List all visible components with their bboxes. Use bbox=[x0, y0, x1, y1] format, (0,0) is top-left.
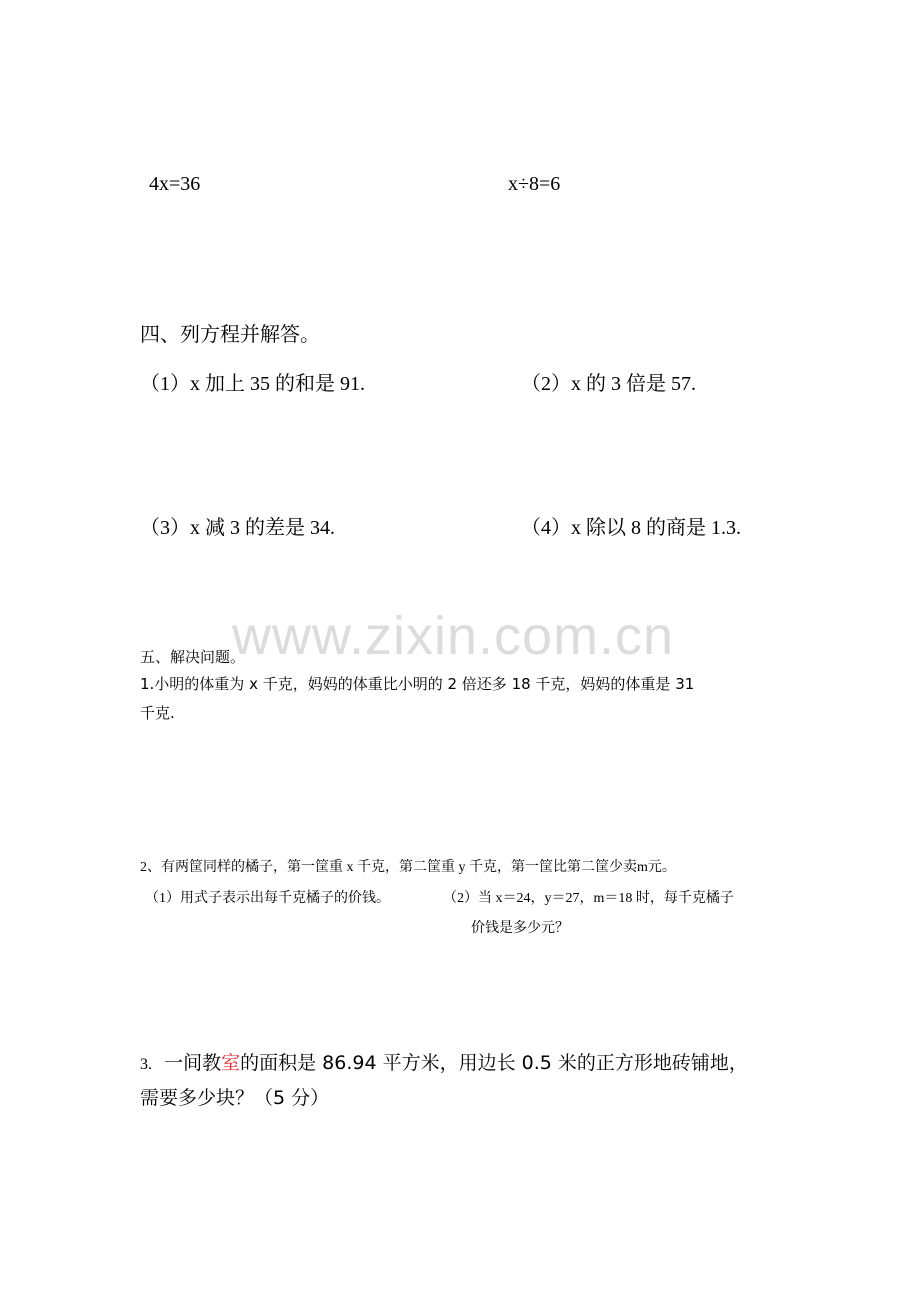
watermark: www.zixin.com.cn bbox=[232, 606, 675, 666]
equation-4x: 4x=36 bbox=[149, 173, 201, 195]
problem2-line1: 2、有两筐同样的橘子，第一筐重 x 千克，第二筐重 y 千克，第一筐比第二筐少卖m元。 bbox=[140, 860, 676, 875]
problem3-line2: 需要多少块？（5 分） bbox=[140, 1087, 330, 1109]
section4-title: 四、列方程并解答。 bbox=[140, 324, 320, 346]
problem3-line1 bbox=[140, 1048, 748, 1075]
problem3-text-end: 的面积是 86.94 平方米，用边长 0.5 米的正方形地砖铺地， bbox=[240, 1052, 748, 1074]
problem3-number: 3. bbox=[140, 1056, 152, 1073]
equation-x-div-8: x÷8=6 bbox=[508, 173, 561, 195]
problem3-highlight: 室 bbox=[221, 1052, 241, 1074]
section5-title: 五、解决问题。 bbox=[140, 650, 246, 666]
problem2-sub2-line1: （2）当 x＝24，y＝27，m＝18 时，每千克橘子 bbox=[443, 891, 734, 906]
problem2-sub2-line2: 价钱是多少元？ bbox=[471, 921, 569, 936]
section4-question-4: （4）x 除以 8 的商是 1.3. bbox=[521, 517, 741, 539]
problem2-sub1: （1）用式子表示出每千克橘子的价钱。 bbox=[145, 891, 390, 906]
section4-question-1: （1）x 加上 35 的和是 91. bbox=[140, 373, 365, 395]
section4-question-3: （3）x 减 3 的差是 34. bbox=[140, 517, 335, 539]
problem1-line2: 千克. bbox=[140, 704, 175, 722]
problem3-text-start: 一间教 bbox=[164, 1052, 222, 1074]
section4-question-2: （2）x 的 3 倍是 57. bbox=[521, 373, 696, 395]
problem1-line1: 1.小明的体重为 x 千克，妈妈的体重比小明的 2 倍还多 18 千克，妈妈的体重是 31 bbox=[140, 675, 695, 693]
